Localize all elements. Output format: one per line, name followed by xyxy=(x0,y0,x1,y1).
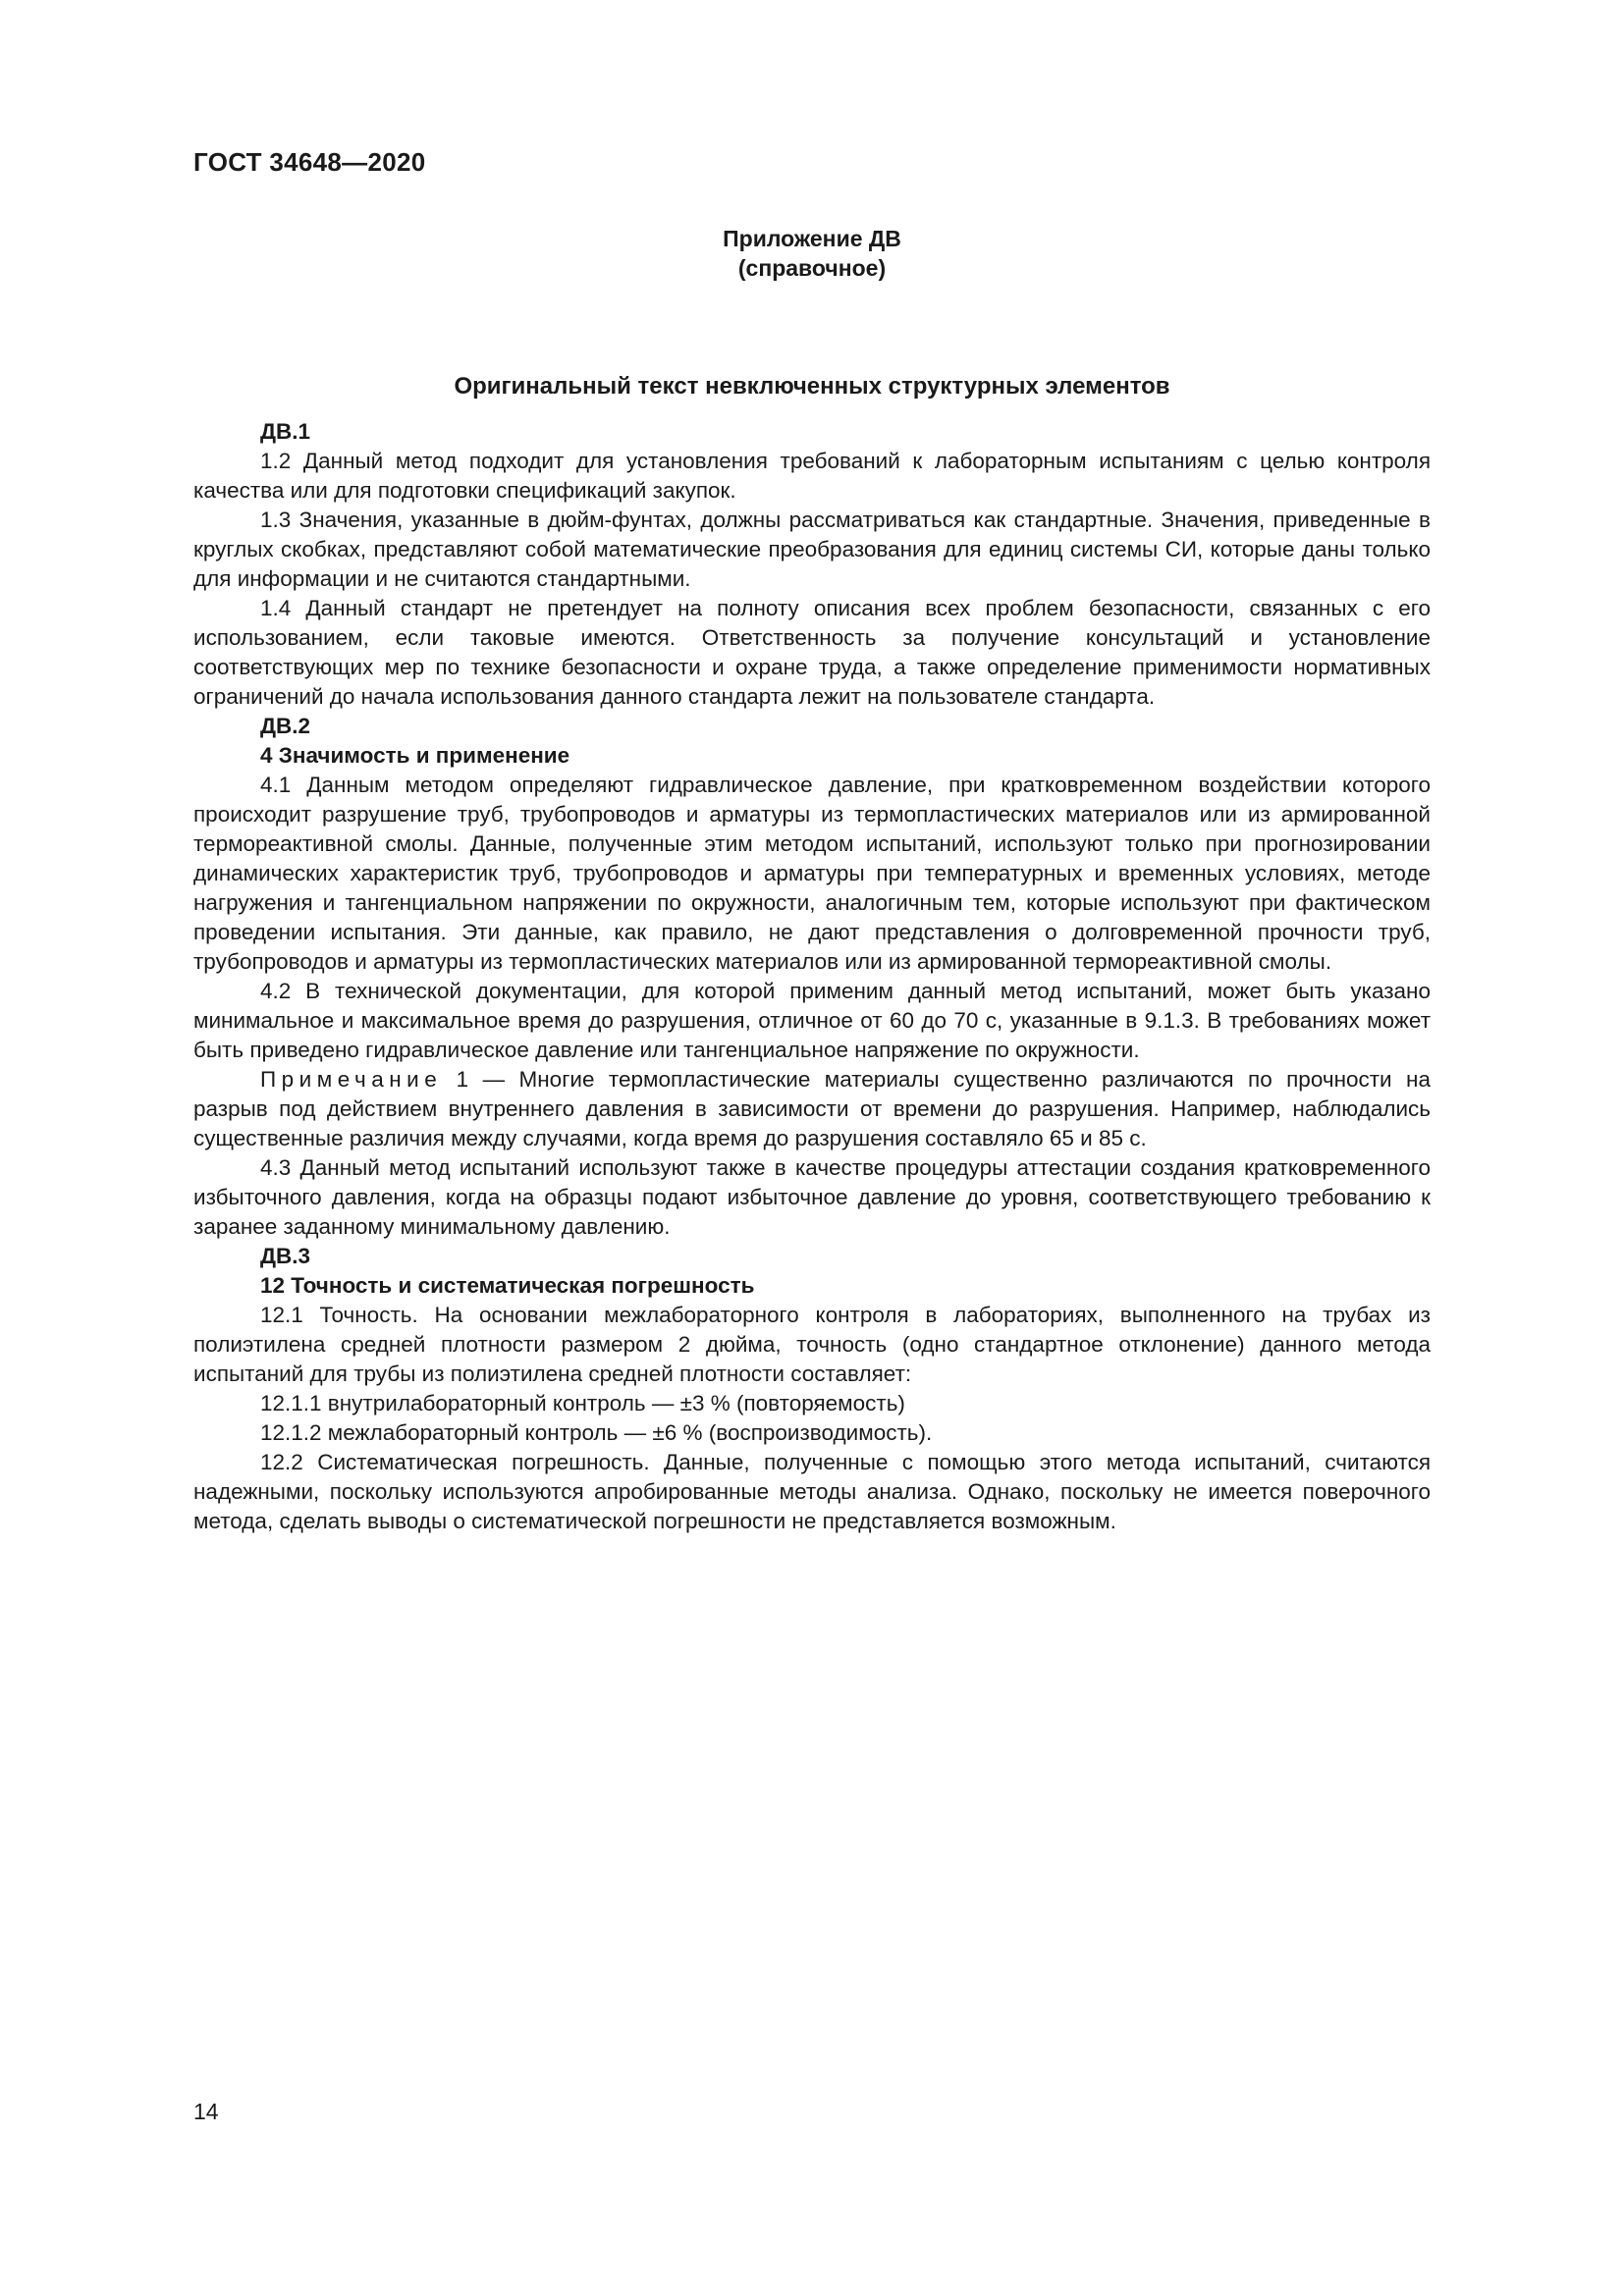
section-label-dv2: ДВ.2 xyxy=(260,714,311,738)
paragraph: 4.3 Данный метод испытаний используют также в качестве процедуры аттестации создания кратковременного избыточного давления, когда на образцы подают избыточное давление до уровня, соответствующего требованию к заранее заданному минимальному давлению. xyxy=(193,1155,1431,1239)
document-body xyxy=(193,417,1431,1536)
section-label-dv3: ДВ.3 xyxy=(260,1244,311,1268)
section-label-dv1: ДВ.1 xyxy=(260,419,311,444)
annex-title: Оригинальный текст невключенных структурных элементов xyxy=(454,373,1170,400)
paragraph: 12.1 Точность. На основании межлабораторного контроля в лабораториях, выполненного на трубах из полиэтилена средней плотности размером 2 дюйма, точность (одно стандартное отклонение) данного метода испытаний для трубы из полиэтилена средней плотности составляет: xyxy=(193,1303,1431,1386)
paragraph: 1.3 Значения, указанные в дюйм-фунтах, должны рассматриваться как стандартные. Значения, приведенные в круглых скобках, представляют собой математические преобразования для единиц системы СИ, которые даны только для информации и не считаются стандартными. xyxy=(193,507,1431,591)
note-label: Примечание xyxy=(260,1067,443,1092)
page-number: 14 xyxy=(193,2099,219,2124)
section-heading: 4 Значимость и применение xyxy=(260,743,570,768)
paragraph: 12.1.1 внутрилабораторный контроль — ±3 % (повторяемость) xyxy=(260,1391,905,1415)
document-id: ГОСТ 34648—2020 xyxy=(193,147,426,177)
paragraph: 12.1.2 межлабораторный контроль — ±6 % (воспроизводимость). xyxy=(260,1420,933,1445)
section-heading: 12 Точность и систематическая погрешность xyxy=(260,1273,755,1298)
paragraph: 1.4 Данный стандарт не претендует на полноту описания всех проблем безопасности, связанных с его использованием, если таковые имеются. Ответственность за получение консультаций и установление соответствующих мер по технике безопасности и охране труда, а также определение применимости нормативных ограничений до начала использования данного стандарта лежит на пользователе стандарта. xyxy=(193,596,1431,709)
paragraph: 4.1 Данным методом определяют гидравлическое давление, при кратковременном воздействии которого происходит разрушение труб, трубопроводов и арматуры из термопластических материалов или из армированной термореактивной смолы. Данные, полученные этим методом испытаний, используют только при прогнозировании динамических характеристик труб, трубопроводов и арматуры при температурных и временных условиях, методе нагружения и тангенциальном напряжении по окружности, аналогичным тем, которые используют при фактическом проведении испытания. Эти данные, как правило, не дают представления о долговременной прочности труб, трубопроводов и арматуры из термопластических материалов или из армированной термореактивной смолы. xyxy=(193,773,1431,974)
note-text: 1 — Многие термопластические материалы существенно различаются по прочности на разрыв под действием внутреннего давления в зависимости от времени до разрушения. Например, наблюдались существенные различия между случаями, когда время до разрушения составляло 65 и 85 с. xyxy=(193,1067,1431,1150)
paragraph: 12.2 Систематическая погрешность. Данные, полученные с помощью этого метода испытаний, считаются надежными, поскольку используются апробированные методы анализа. Однако, поскольку не имеется поверочного метода, сделать выводы о систематической погрешности не представляется возможным. xyxy=(193,1450,1431,1533)
annex-kind: (справочное) xyxy=(737,255,887,281)
note xyxy=(193,1065,1431,1153)
annex-heading xyxy=(569,224,1055,283)
paragraph: 4.2 В технической документации, для которой применим данный метод испытаний, может быть указано минимальное и максимальное время до разрушения, отличное от 60 до 70 с, указанные в 9.1.3. В требованиях может быть приведено гидравлическое давление или тангенциальное напряжение по окружности. xyxy=(193,979,1431,1062)
annex-label: Приложение ДВ xyxy=(723,226,901,251)
paragraph: 1.2 Данный метод подходит для установления требований к лабораторным испытаниям с целью контроля качества или для подготовки спецификаций закупок. xyxy=(193,449,1431,503)
